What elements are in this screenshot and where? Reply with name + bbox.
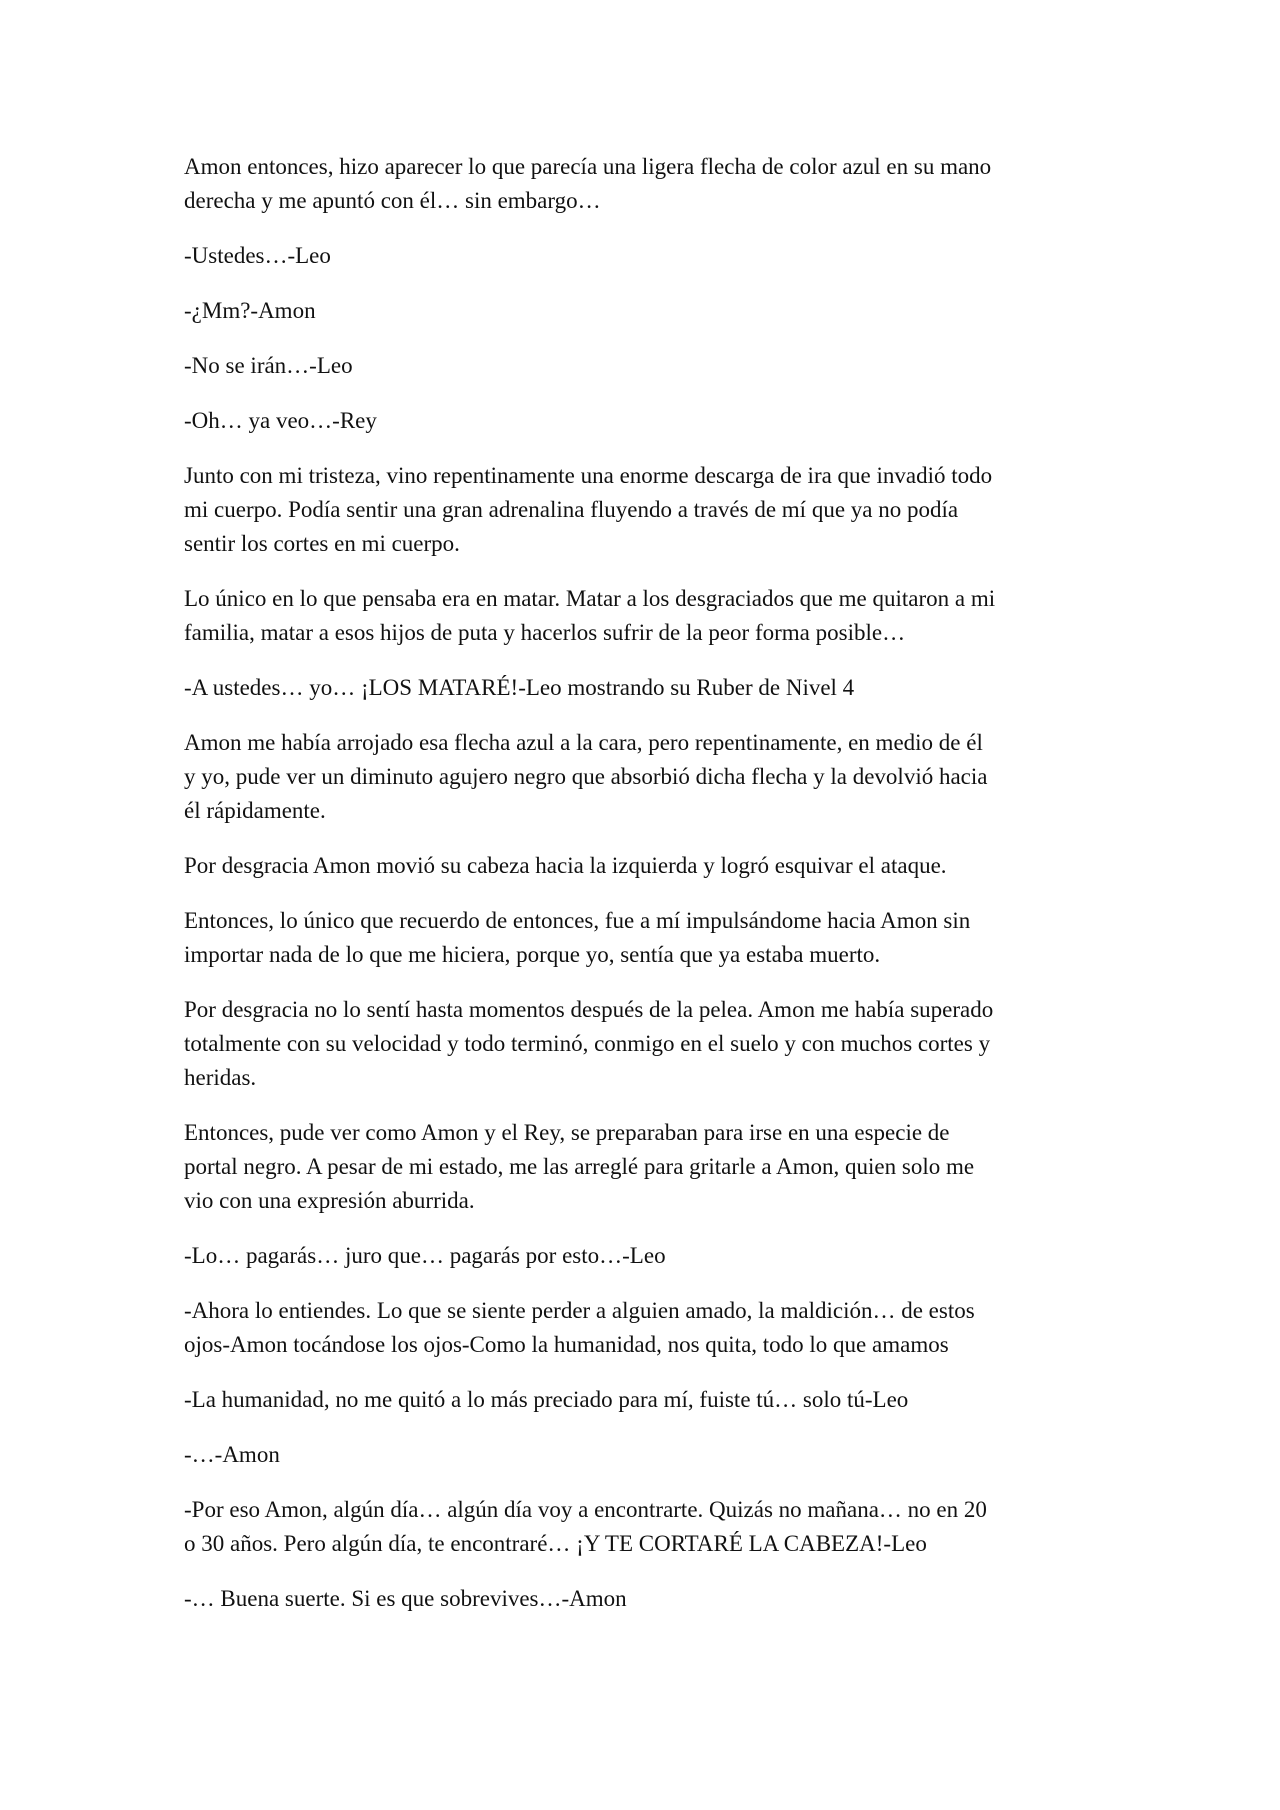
text-line: -Ahora lo entiendes. Lo que se siente perder a alguien amado, la maldición… de estos bbox=[184, 1298, 975, 1323]
text-line: Amon entonces, hizo aparecer lo que parecía una ligera flecha de color azul en su mano bbox=[184, 154, 992, 179]
text-line: sentir los cortes en mi cuerpo. bbox=[184, 531, 460, 556]
text-line: Entonces, pude ver como Amon y el Rey, se preparaban para irse en una especie de bbox=[184, 1120, 950, 1145]
text-line: totalmente con su velocidad y todo terminó, conmigo en el suelo y con muchos cortes y bbox=[184, 1031, 991, 1056]
text-line: -A ustedes… yo… ¡LOS MATARÉ!-Leo mostrando su Ruber de Nivel 4 bbox=[184, 675, 855, 700]
paragraph bbox=[184, 993, 1104, 1095]
paragraph bbox=[184, 726, 1104, 828]
text-line: -Por eso Amon, algún día… algún día voy a encontrarte. Quizás no mañana… no en 20 bbox=[184, 1497, 987, 1522]
text-line: familia, matar a esos hijos de puta y hacerlos sufrir de la peor forma posible… bbox=[184, 620, 906, 645]
text-line: -Oh… ya veo…-Rey bbox=[184, 408, 377, 433]
text-line: -Lo… pagarás… juro que… pagarás por esto…-Leo bbox=[184, 1243, 666, 1268]
text-line: vio con una expresión aburrida. bbox=[184, 1188, 475, 1213]
paragraph bbox=[184, 404, 1104, 438]
text-line: o 30 años. Pero algún día, te encontraré… ¡Y TE CORTARÉ LA CABEZA!-Leo bbox=[184, 1531, 927, 1556]
paragraph bbox=[184, 459, 1104, 561]
text-line: -¿Mm?-Amon bbox=[184, 298, 316, 323]
text-line: y yo, pude ver un diminuto agujero negro que absorbió dicha flecha y la devolvió hacia bbox=[184, 764, 988, 789]
paragraph bbox=[184, 349, 1104, 383]
text-line: -Ustedes…-Leo bbox=[184, 243, 331, 268]
paragraph bbox=[184, 1493, 1104, 1561]
paragraph bbox=[184, 1582, 1104, 1616]
paragraph bbox=[184, 582, 1104, 650]
text-line: -No se irán…-Leo bbox=[184, 353, 353, 378]
text-line: -La humanidad, no me quitó a lo más preciado para mí, fuiste tú… solo tú-Leo bbox=[184, 1387, 909, 1412]
paragraph bbox=[184, 1294, 1104, 1362]
paragraph bbox=[184, 294, 1104, 328]
paragraph bbox=[184, 1239, 1104, 1273]
text-line: Lo único en lo que pensaba era en matar. Matar a los desgraciados que me quitaron a mi bbox=[184, 586, 996, 611]
paragraph bbox=[184, 671, 1104, 705]
document-page bbox=[184, 150, 1104, 1637]
text-line: portal negro. A pesar de mi estado, me las arreglé para gritarle a Amon, quien solo me bbox=[184, 1154, 975, 1179]
paragraph bbox=[184, 849, 1104, 883]
text-line: él rápidamente. bbox=[184, 798, 326, 823]
text-line: mi cuerpo. Podía sentir una gran adrenalina fluyendo a través de mí que ya no podía bbox=[184, 497, 959, 522]
text-line: heridas. bbox=[184, 1065, 257, 1090]
paragraph bbox=[184, 1383, 1104, 1417]
text-line: ojos-Amon tocándose los ojos-Como la humanidad, nos quita, todo lo que amamos bbox=[184, 1332, 949, 1357]
text-line: Entonces, lo único que recuerdo de entonces, fue a mí impulsándome hacia Amon sin bbox=[184, 908, 971, 933]
text-line: derecha y me apuntó con él… sin embargo… bbox=[184, 188, 601, 213]
paragraph bbox=[184, 904, 1104, 972]
paragraph bbox=[184, 239, 1104, 273]
text-line: -…-Amon bbox=[184, 1442, 280, 1467]
text-line: -… Buena suerte. Si es que sobrevives…-Amon bbox=[184, 1586, 627, 1611]
text-line: Amon me había arrojado esa flecha azul a la cara, pero repentinamente, en medio de él bbox=[184, 730, 983, 755]
text-line: Junto con mi tristeza, vino repentinamente una enorme descarga de ira que invadió todo bbox=[184, 463, 993, 488]
text-line: importar nada de lo que me hiciera, porque yo, sentía que ya estaba muerto. bbox=[184, 942, 881, 967]
paragraph bbox=[184, 1438, 1104, 1472]
paragraph bbox=[184, 1116, 1104, 1218]
paragraph bbox=[184, 150, 1104, 218]
text-line: Por desgracia Amon movió su cabeza hacia la izquierda y logró esquivar el ataque. bbox=[184, 853, 947, 878]
text-line: Por desgracia no lo sentí hasta momentos después de la pelea. Amon me había superado bbox=[184, 997, 994, 1022]
